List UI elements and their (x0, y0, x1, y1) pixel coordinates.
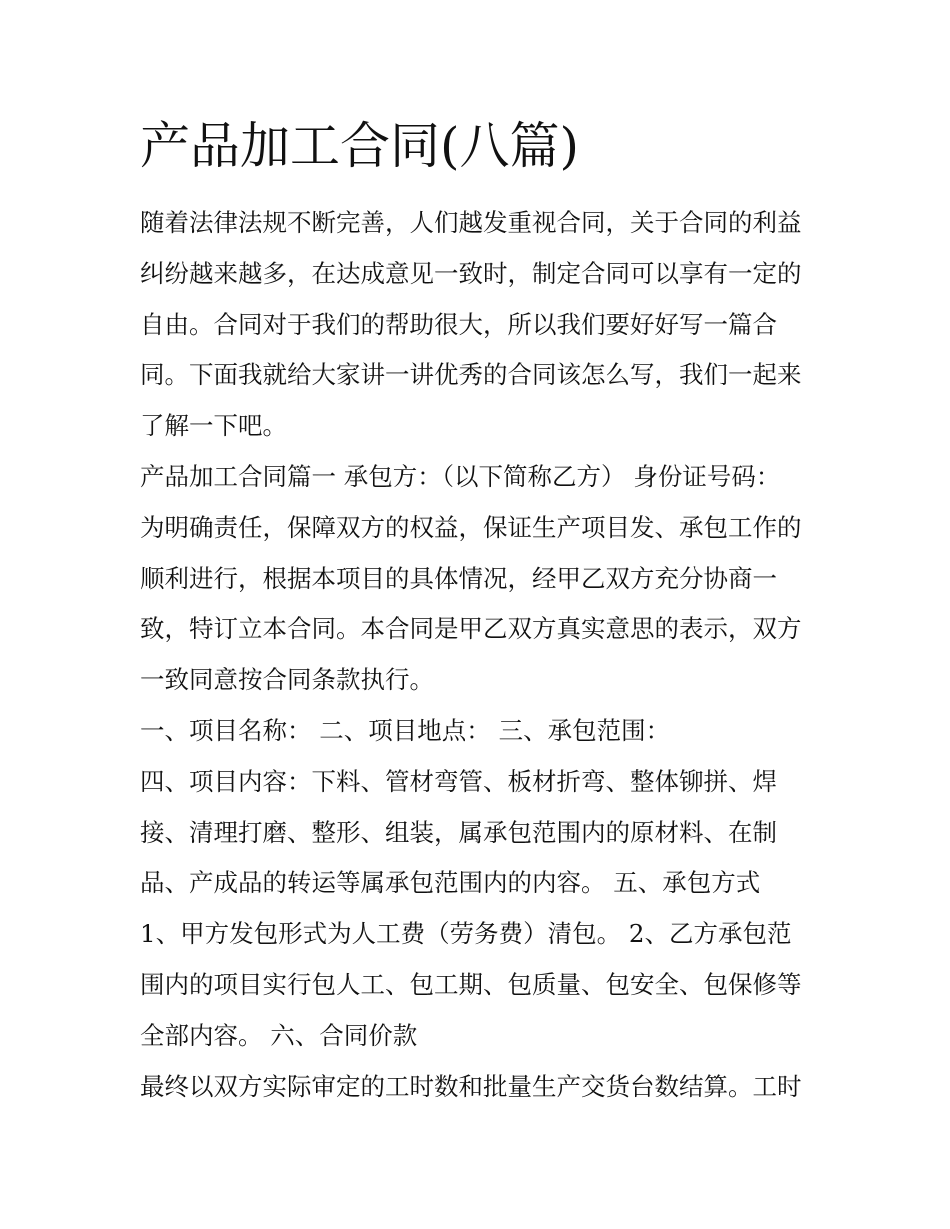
text-line: 全部内容。 六、合同价款 (140, 1020, 418, 1050)
document-page (140, 0, 820, 1229)
document-body (140, 198, 820, 1112)
text-line: 产品加工合同篇一 承包方：（以下简称乙方） 身份证号码： (140, 461, 781, 491)
text-line: 为明确责任，保障双方的权益，保证生产项目发、承包工作的 (140, 512, 802, 542)
text-line: 四、项目内容：下料、管材弯管、板材折弯、整体铆拼、焊 (140, 766, 777, 796)
text-line: 致，特订立本合同。本合同是甲乙双方真实意思的表示，双方 (140, 614, 802, 644)
text-line: 同。下面我就给大家讲一讲优秀的合同该怎么写，我们一起来 (140, 360, 802, 390)
text-line: 自由。合同对于我们的帮助很大，所以我们要好好写一篇合 (140, 309, 777, 339)
document-title: 产品加工合同(八篇) (140, 117, 580, 175)
text-line: 随着法律法规不断完善，人们越发重视合同，关于合同的利益 (140, 208, 802, 237)
text-line: 了解一下吧。 (140, 411, 287, 441)
text-line: 最终以双方实际审定的工时数和批量生产交货台数结算。工时 (140, 1071, 802, 1101)
text-line: 品、产成品的转运等属承包范围内的内容。 五、承包方式 (140, 868, 761, 898)
text-line: 接、清理打磨、整形、组装，属承包范围内的原材料、在制 (140, 817, 777, 847)
text-line: 围内的项目实行包人工、包工期、包质量、包安全、包保修等 (140, 969, 802, 999)
text-line: 一、项目名称： 二、项目地点： 三、承包范围： (140, 715, 671, 745)
text-line: 一致同意按合同条款执行。 (140, 665, 434, 695)
text-line: 顺利进行，根据本项目的具体情况，经甲乙双方充分协商一 (140, 563, 777, 593)
text-line: 纠纷越来越多，在达成意见一致时，制定合同可以享有一定的 (140, 258, 802, 288)
text-line: 1、甲方发包形式为人工费（劳务费）清包。 2、乙方承包范 (140, 919, 792, 949)
